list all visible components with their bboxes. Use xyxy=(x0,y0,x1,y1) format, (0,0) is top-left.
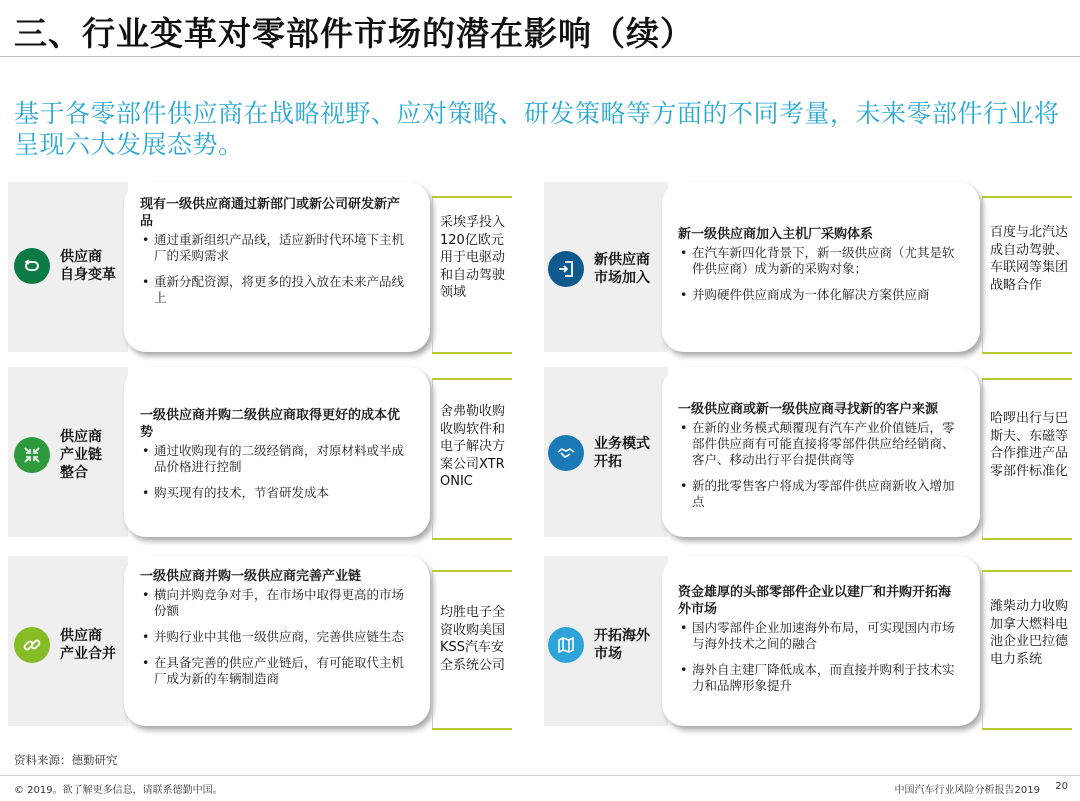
trend-label-overseas xyxy=(548,627,650,663)
side-divider xyxy=(432,196,433,352)
link-icon xyxy=(14,627,50,663)
bullet-item: • 横向并购竞争对手，在市场中取得更高的市场份额 xyxy=(140,587,412,619)
trend-card xyxy=(662,182,980,352)
source-note: 资料来源：德勤研究 xyxy=(14,753,118,767)
trend-card xyxy=(124,556,430,726)
page-number: 20 xyxy=(1055,781,1068,792)
trend-card xyxy=(662,367,980,537)
trend-label-chain-integration xyxy=(14,428,102,482)
side-divider xyxy=(432,378,433,538)
case-example: 舍弗勒收购收购软件和电子解决方案公司XTRONIC xyxy=(440,404,506,489)
bullet-item: • 重新分配资源，将更多的投入放在未来产品线上 xyxy=(140,274,412,306)
bullet-item: • 在汽车新四化背景下，新一级供应商（尤其是软件供应商）成为新的采购对象； xyxy=(678,245,962,277)
trend-label-text: 供应商 产业链 整合 xyxy=(60,429,102,481)
case-example: 百度与北汽达成自动驾驶、车联网等集团战略合作 xyxy=(990,225,1069,293)
card-heading: 资金雄厚的头部零部件企业以建厂和并购开拓海外市场 xyxy=(678,585,952,617)
page-subtitle: 基于各零部件供应商在战略视野、应对策略、研发策略等方面的不同考量，未来零部件行业将呈现六大发展态势。 xyxy=(14,99,1060,159)
case-example: 潍柴动力收购加拿大燃料电池企业巴拉德电力系统 xyxy=(990,599,1069,667)
card-heading: 新一级供应商加入主机厂采购体系 xyxy=(678,227,874,242)
case-example: 均胜电子全资收购美国KSS汽车安全系统公司 xyxy=(440,605,506,673)
side-line xyxy=(432,378,512,380)
card-heading: 一级供应商并购二级供应商取得更好的成本优势 xyxy=(140,408,401,440)
trend-label-text: 开拓海外 市场 xyxy=(594,628,650,662)
side-line xyxy=(432,196,512,198)
side-divider xyxy=(982,570,983,728)
trend-card xyxy=(124,367,430,537)
card-heading: 现有一级供应商通过新部门或新公司研发新产品 xyxy=(140,197,401,229)
trend-label-text: 业务模式 开拓 xyxy=(594,436,650,470)
bullet-item: • 并购行业中其他一级供应商，完善供应链生态 xyxy=(140,629,412,645)
bullet-item: • 国内零部件企业加速海外布局，可实现国内市场与海外技术之间的融合 xyxy=(678,620,962,652)
page-title: 三、行业变革对零部件市场的潜在影响（续） xyxy=(14,14,694,53)
bullet-list xyxy=(140,587,412,687)
trend-label-business-model xyxy=(548,435,650,471)
card-heading: 一级供应商或新一级供应商寻找新的客户来源 xyxy=(678,402,939,417)
bullet-item: • 在新的业务模式颠覆现有汽车产业价值链后，零部件供应商有可能直接将零部件供应给经销商、客户、移动出行平台提供商等 xyxy=(678,420,962,468)
side-line xyxy=(982,352,1072,354)
trend-label-industry-merger xyxy=(14,627,116,663)
side-line xyxy=(982,196,1072,198)
bullet-item: • 海外自主建厂降低成本，而直接并购利于技术实力和品牌形象提升 xyxy=(678,662,962,694)
side-line xyxy=(432,570,512,572)
case-example: 采埃孚投入120亿欧元用于电驱动和自动驾驶领域 xyxy=(440,215,506,300)
bullet-list xyxy=(678,245,962,303)
bullet-list xyxy=(140,443,412,501)
trend-card xyxy=(124,182,430,352)
footer-divider xyxy=(0,775,1080,776)
report-name: 中国汽车行业风险分析报告2019 xyxy=(894,785,1040,796)
side-line xyxy=(982,538,1072,540)
bullet-item: • 并购硬件供应商成为一体化解决方案供应商 xyxy=(678,287,962,303)
side-divider xyxy=(982,196,983,352)
trend-label-new-suppliers xyxy=(548,251,650,287)
trend-label-text: 新供应商 市场加入 xyxy=(594,252,650,286)
bullet-list xyxy=(140,232,412,306)
side-line xyxy=(432,352,512,354)
merge-arrows-icon xyxy=(14,437,50,473)
copyright-text: © 2019。欲了解更多信息，请联系德勤中国。 xyxy=(14,785,223,796)
side-line xyxy=(982,570,1072,572)
card-heading: 一级供应商并购一级供应商完善产业链 xyxy=(140,569,362,584)
bullet-item: • 通过重新组织产品线，适应新时代环境下主机厂的采购需求 xyxy=(140,232,412,264)
side-line xyxy=(982,378,1072,380)
case-example: 哈啰出行与巴斯夫、东磁等合作推进产品零部件标准化 xyxy=(990,411,1069,479)
bullet-item: • 购买现有的技术，节省研发成本 xyxy=(140,485,412,501)
side-line xyxy=(432,728,512,730)
trend-label-supplier-transform xyxy=(14,248,116,284)
handshake-icon xyxy=(548,435,584,471)
trend-label-text: 供应商 产业合并 xyxy=(60,628,116,662)
trend-card xyxy=(662,556,980,726)
enter-door-icon xyxy=(548,251,584,287)
bullet-item: • 通过收购现有的二级经销商，对原材料或半成品价格进行控制 xyxy=(140,443,412,475)
bullet-list xyxy=(678,620,962,694)
side-line xyxy=(432,538,512,540)
map-icon xyxy=(548,627,584,663)
side-divider xyxy=(982,378,983,538)
side-line xyxy=(982,728,1072,730)
side-divider xyxy=(432,570,433,728)
cycle-icon xyxy=(14,248,50,284)
bullet-item: • 新的批零售客户将成为零部件供应商新收入增加点 xyxy=(678,478,962,510)
trend-label-text: 供应商 自身变革 xyxy=(60,249,116,283)
bullet-item: • 在具备完善的供应产业链后，有可能取代主机厂成为新的车辆制造商 xyxy=(140,655,412,687)
bullet-list xyxy=(678,420,962,510)
title-divider xyxy=(0,56,1080,57)
